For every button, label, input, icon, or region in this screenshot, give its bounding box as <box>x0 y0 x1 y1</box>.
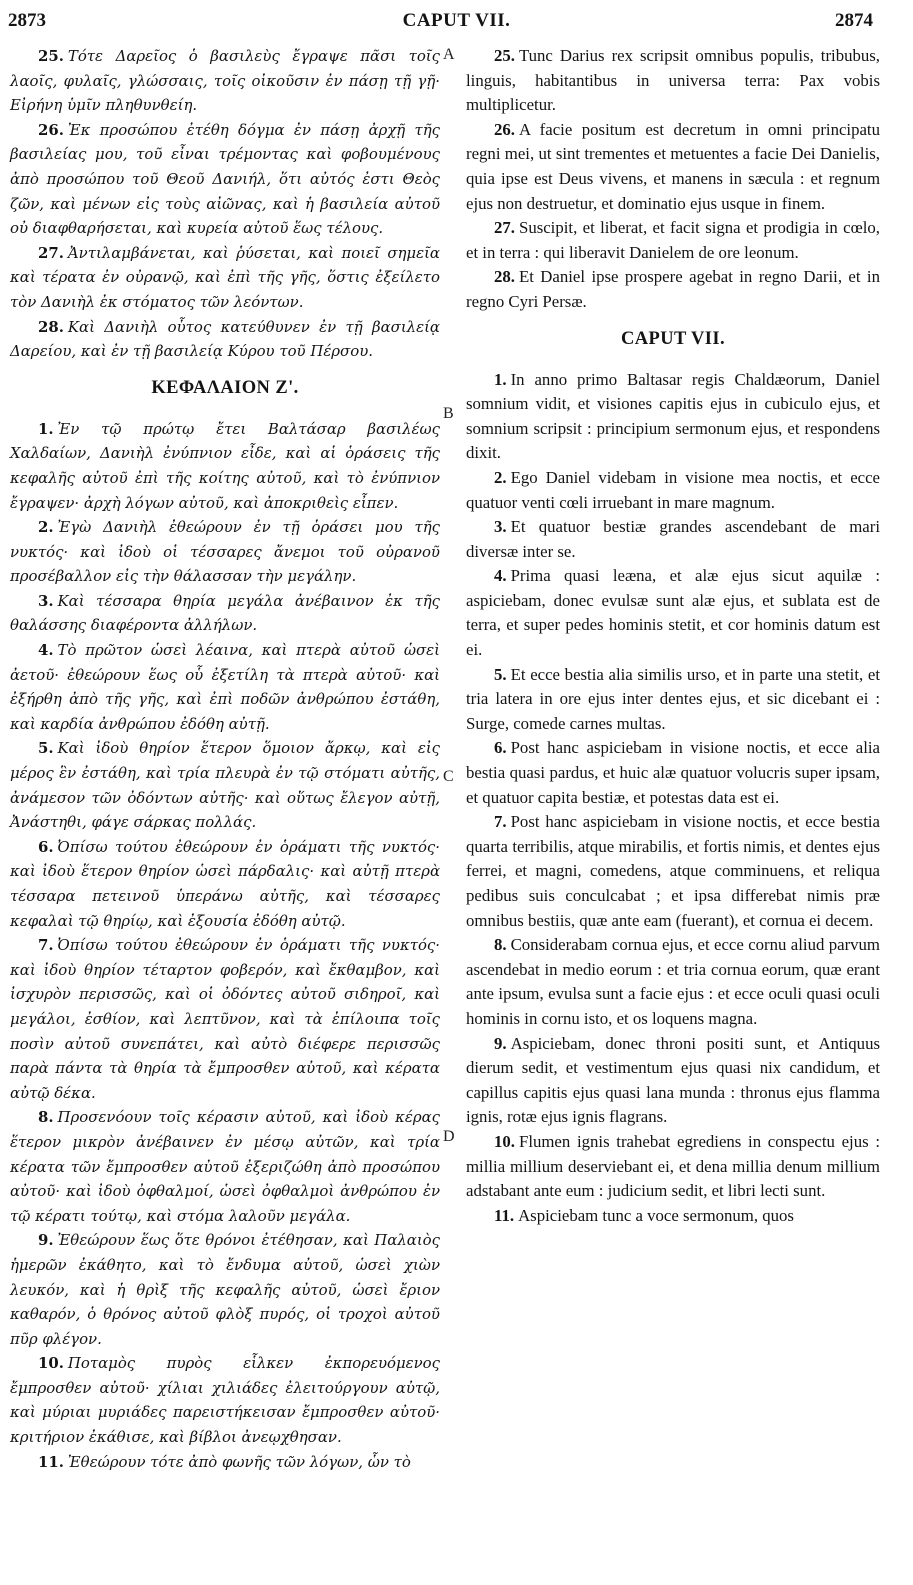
verse-number: 3. <box>38 591 54 610</box>
verse <box>466 564 880 662</box>
verse-text: Prima quasi leæna, et alæ ejus sicut aquilæ : aspiciebam, donec evulsæ sunt alæ ejus, et sublata est de terra, et super pedes hominis stetit, et cor hominis datum est ei. <box>466 566 880 660</box>
latin-chapter-heading: CAPUT VII. <box>620 328 726 349</box>
verse-text: Et quatuor bestiæ grandes ascendebant de mari diversæ inter se. <box>466 517 880 561</box>
verse <box>10 638 440 736</box>
verse <box>10 933 440 1105</box>
verse-number: 27. <box>38 243 64 262</box>
verse-number: 2. <box>38 518 54 537</box>
verse-text: Suscipit, et liberat, et facit signa et prodigia in cœlo, et in terra : qui liberavit Danielem de ore leonum. <box>466 218 880 262</box>
page-number-left: 2873 <box>8 10 46 31</box>
verse <box>10 835 440 933</box>
verse-text: Ὀπίσω τούτου ἐθεώρουν ἐν ὁράματι τῆς νυκτός· καὶ ἰδοὺ θηρίον τέταρτον φοβερόν, καὶ ἔκθαμβον, καὶ ἰσχυρὸν περισσῶς, καὶ οἱ ὀδόντες αὐτοῦ σιδηροῖ, καὶ μεγάλοι, ἐσθίον, καὶ λεπτῦνον, καὶ τὰ ἐπίλοιπα τοῖς ποσὶν αὐτοῦ συνεπάτει, καὶ αὐτὸ διέφερε περισσῶς παρὰ πάντα τὰ θηρία τὰ ἔμπροσθεν αὐτοῦ, καὶ κέρατα αὐτῷ δέκα. <box>10 936 440 1102</box>
verse-text: A facie positum est decretum in omni principatu regni mei, ut sint trementes et metuentes a facie Dei Danielis, quia ipse est Deus vivens, et manens in sæcula : et regnum ejus non destruetur, et dominatio ejus usque in finem. <box>466 119 880 213</box>
verse-number: 4. <box>38 641 54 660</box>
verse-text: In anno primo Baltasar regis Chaldæorum, Daniel somnium vidit, et visiones capitis ejus in cubiculo ejus, et somnium scripsit : principium sermonum ejus, et respondens dixit. <box>466 369 880 463</box>
verse <box>10 118 440 241</box>
verse <box>466 736 880 810</box>
verse-number: 7. <box>494 812 507 832</box>
verse-text: Tunc Darius rex scripsit omnibus populis, tribubus, linguis, habitantibus in universa terra: Pax vobis multiplicetur. <box>466 46 880 115</box>
verse-text: Τότε Δαρεῖος ὁ βασιλεὺς ἔγραψε πᾶσι τοῖς λαοῖς, φυλαῖς, γλώσσαις, τοῖς οἰκοῦσιν ἐν πάσῃ τῇ γῇ· Εἰρήνη ὑμῖν πληθυνθείη. <box>10 47 440 115</box>
verse <box>10 315 440 364</box>
verse <box>10 515 440 589</box>
verse-text: Post hanc aspiciebam in visione noctis, et ecce bestia quarta terribilis, atque mirabilis, et fortis nimis, et dentes ejus ferrei, et magni, comedens, atque comminuens, et reliqua pedibus suis conculcabat ; et ipsa differebat nimis præ omnibus bestiis, quæ ante eam (fuerant), et cornua ei decem. <box>466 812 880 930</box>
verse-number: 28. <box>494 267 515 287</box>
margin-marker-c: C <box>443 768 454 785</box>
verse-text: Ἀντιλαμβάνεται, καὶ ῥύσεται, καὶ ποιεῖ σημεῖα καὶ τέρατα ἐν οὐρανῷ, καὶ ἐπὶ τῆς γῆς, ὅστις ἐξείλετο τὸν Δανιὴλ ἐκ στόματος τῶν λεόντων. <box>10 243 440 311</box>
verse <box>10 417 440 515</box>
verse-text: Aspiciebam, donec throni positi sunt, et Antiquus dierum sedit, et vestimentum ejus quasi nix candidum, et capillus capitis ejus quasi lana munda : thronus ejus flamma ignis, rotæ ejus ignis flagrans. <box>466 1033 880 1127</box>
verse <box>466 933 880 1031</box>
greek-column <box>10 44 440 1474</box>
verse-number: 7. <box>38 936 54 955</box>
verse <box>466 265 880 314</box>
verse <box>466 515 880 564</box>
margin-marker-a: A <box>443 46 455 63</box>
verse-number: 6. <box>38 837 54 856</box>
verse <box>10 1105 440 1228</box>
verse-number: 26. <box>494 119 515 139</box>
verse-number: 9. <box>38 1231 54 1250</box>
verse-text: Ἐθεώρουν ἕως ὅτε θρόνοι ἐτέθησαν, καὶ Παλαιὸς ἡμερῶν ἐκάθητο, καὶ τὸ ἔνδυμα αὐτοῦ, ὡσεὶ χιὼν λευκόν, καὶ ἡ θρὶξ τῆς κεφαλῆς αὐτοῦ, ὡσεὶ ἔριον καθαρόν, ὁ θρόνος αὐτοῦ φλὸξ πυρός, οἱ τροχοὶ αὐτοῦ πῦρ φλέγον. <box>10 1231 440 1348</box>
verse-number: 11. <box>494 1205 515 1225</box>
verse-text: Ἐγὼ Δανιὴλ ἐθεώρουν ἐν τῇ ὁράσει μου τῆς νυκτός· καὶ ἰδοὺ οἱ τέσσαρες ἄνεμοι τοῦ οὐρανοῦ προσέβαλλον εἰς τὴν θάλασσαν τὴν μεγάλην. <box>10 518 440 586</box>
verse-text: Ἐκ προσώπου ἐτέθη δόγμα ἐν πάσῃ ἀρχῇ τῆς βασιλείας μου, τοῦ εἶναι τρέμοντας καὶ φοβουμένους ἀπὸ προσώπου τοῦ Θεοῦ Δανιήλ, ὅτι αὐτός ἐστι Θεὸς ζῶν, καὶ μένων εἰς τοὺς αἰῶνας, καὶ ἡ βασιλεία αὐτοῦ οὐ διαφθαρήσεται, καὶ κυρεία αὐτοῦ ἕως τέλους. <box>10 120 440 238</box>
verse <box>466 663 880 737</box>
verse <box>466 368 880 466</box>
verse <box>466 1204 880 1229</box>
verse-number: 8. <box>494 935 507 955</box>
verse-text: Aspiciebam tunc a voce sermonum, quos <box>518 1205 794 1225</box>
verse <box>466 44 880 118</box>
verse-text: Τὸ πρῶτον ὡσεὶ λέαινα, καὶ πτερὰ αὐτοῦ ὡσεὶ ἀετοῦ· ἐθεώρουν ἕως οὗ ἐξετίλη τὰ πτερὰ αὐτοῦ· καὶ ἐξήρθη ἀπὸ τῆς γῆς, καὶ ἐπὶ ποδῶν ἀνθρώπου ἐστάθη, καὶ καρδία ἀνθρώπου ἐδόθη αὐτῇ. <box>10 641 440 733</box>
verse <box>466 118 880 216</box>
verse <box>10 736 440 834</box>
running-title: CAPUT VII. <box>402 10 511 31</box>
verse-number: 3. <box>494 517 507 537</box>
verse-number: 5. <box>38 739 54 758</box>
verse-text: Ἐθεώρουν τότε ἀπὸ φωνῆς τῶν λόγων, ὧν τὸ <box>67 1452 411 1471</box>
verse <box>10 1228 440 1351</box>
greek-verses-after <box>10 417 440 1475</box>
latin-verses-after <box>466 368 880 1229</box>
verse-number: 28. <box>38 317 64 336</box>
verse-text: Ego Daniel videbam in visione mea noctis, et ecce quatuor venti cœli irruebant in mare magnum. <box>466 467 880 512</box>
verse-number: 11. <box>38 1452 64 1471</box>
verse-number: 1. <box>494 369 507 389</box>
verse <box>10 1351 440 1449</box>
verse-number: 5. <box>494 664 507 684</box>
verse-number: 25. <box>494 46 515 65</box>
verse-number: 1. <box>38 419 54 438</box>
verse-text: Post hanc aspiciebam in visione noctis, et ecce alia bestia quasi pardus, et huic alæ quatuor volucris super ipsam, et quatuor capita bestiæ, et potestas data est ei. <box>466 738 880 807</box>
verse-number: 25. <box>38 47 64 65</box>
verse-text: Ὀπίσω τούτου ἐθεώρουν ἐν ὁράματι τῆς νυκτός· καὶ ἰδοὺ ἕτερον θηρίον ὡσεὶ πάρδαλις· καὶ αὐτῇ πτερὰ τέσσαρα πετεινοῦ ὑπεράνω αὐτῆς, καὶ τέσσαρες κεφαλαὶ τῷ θηρίῳ, καὶ ἐξουσία ἐδόθη αὐτῷ. <box>10 837 440 930</box>
verse-text: Καὶ ἰδοὺ θηρίον ἕτερον ὅμοιον ἄρκῳ, καὶ εἰς μέρος ἓν ἐστάθη, καὶ τρία πλευρὰ ἐν τῷ στόματι αὐτῆς, ἀνάμεσον τῶν ὀδόντων αὐτῆς· καὶ οὕτως ἔλεγον αὐτῇ, Ἀνάστηθι, φάγε σάρκας πολλάς. <box>10 739 440 832</box>
verse-number: 27. <box>494 218 515 238</box>
margin-marker-d: D <box>443 1128 455 1145</box>
verse-text: Προσενόουν τοῖς κέρασιν αὐτοῦ, καὶ ἰδοὺ κέρας ἕτερον μικρὸν ἀνέβαινεν ἐν μέσῳ αὐτῶν, καὶ τρία κέρατα τῶν ἔμπροσθεν αὐτοῦ ἐξεριζώθη ἀπὸ προσώπου αὐτοῦ· καὶ ἰδοὺ ὀφθαλμοί, ὡσεὶ ὀφθαλμοὶ ἀνθρώπου ἐν τῷ κέρατι τούτῳ, καὶ στόμα λαλοῦν μεγάλα. <box>10 1108 440 1225</box>
verse-text: Flumen ignis trahebat egrediens in conspectu ejus : millia millium deserviebant ei, et dena millia denum millium adstabant ante eum : judicium sedit, et libri lecti sunt. <box>466 1131 880 1201</box>
latin-verses-before <box>466 44 880 315</box>
verse <box>466 216 880 265</box>
verse-text: Considerabam cornua ejus, et ecce cornu aliud parvum ascendebat in medio eorum : et tria cornua eorum, quæ erant ante ipsum, evulsa sunt a facie ejus : et ecce oculi quasi oculi hominis in cornu isto, et os loquens magna. <box>466 935 880 1028</box>
verse-number: 10. <box>38 1354 64 1373</box>
verse-text: Et ecce bestia alia similis urso, et in parte una stetit, et tria latera in ore ejus inter dentes ejus, et sic dicebant ei : Surge, comede carnes multas. <box>466 664 880 733</box>
verse-text: Ἐν τῷ πρώτῳ ἔτει Βαλτάσαρ βασιλέως Χαλδαίων, Δανιὴλ ἐνύπνιον εἶδε, καὶ αἱ ὁράσεις τῆς κεφαλῆς αὐτοῦ ἐπὶ τῆς κοίτης αὐτοῦ, καὶ τὸ ἐνύπνιον ἔγραψεν· ἀρχὴ λόγων αὐτοῦ, καὶ ἀποκριθεὶς εἶπεν. <box>10 419 440 512</box>
verse-number: 8. <box>38 1108 54 1127</box>
verse <box>466 1032 880 1130</box>
verse <box>466 810 880 933</box>
verse-text: Et Daniel ipse prospere agebat in regno Darii, et in regno Cyri Persæ. <box>466 267 880 311</box>
verse-text: Ποταμὸς πυρὸς εἷλκεν ἐκπορευόμενος ἔμπροσθεν αὐτοῦ· χίλιαι χιλιάδες ἐλειτούργουν αὐτῷ, καὶ μύριαι μυριάδες παρειστήκεισαν ἔμπροσθεν αὐτοῦ· κριτήριον ἐκάθισε, καὶ βίβλοι ἀνεῳχθησαν. <box>10 1354 440 1447</box>
verse <box>10 1450 440 1475</box>
verse <box>10 44 440 118</box>
verse-number: 6. <box>494 738 507 758</box>
verse <box>466 1130 880 1204</box>
verse-text: Καὶ Δανιὴλ οὗτος κατεύθυνεν ἐν τῇ βασιλείᾳ Δαρείου, καὶ ἐν τῇ βασιλείᾳ Κύρου τοῦ Πέρσου. <box>10 317 440 361</box>
latin-column <box>466 44 880 1228</box>
verse <box>466 466 880 515</box>
verse <box>10 241 440 315</box>
greek-chapter-heading: ΚΕΦΑΛΑΙΟΝ Ζ'. <box>151 377 299 398</box>
verse-number: 4. <box>494 566 507 586</box>
margin-marker-b: B <box>443 405 454 422</box>
verse <box>10 589 440 638</box>
verse-text: Καὶ τέσσαρα θηρία μεγάλα ἀνέβαινον ἐκ τῆς θαλάσσης διαφέροντα ἀλλήλων. <box>10 591 440 635</box>
page-header <box>0 10 913 40</box>
verse-number: 9. <box>494 1033 507 1053</box>
verse-number: 2. <box>494 467 507 487</box>
verse-number: 26. <box>38 120 64 139</box>
verse-number: 10. <box>494 1131 515 1151</box>
greek-verses-before <box>10 44 440 364</box>
page-number-right: 2874 <box>835 10 873 31</box>
